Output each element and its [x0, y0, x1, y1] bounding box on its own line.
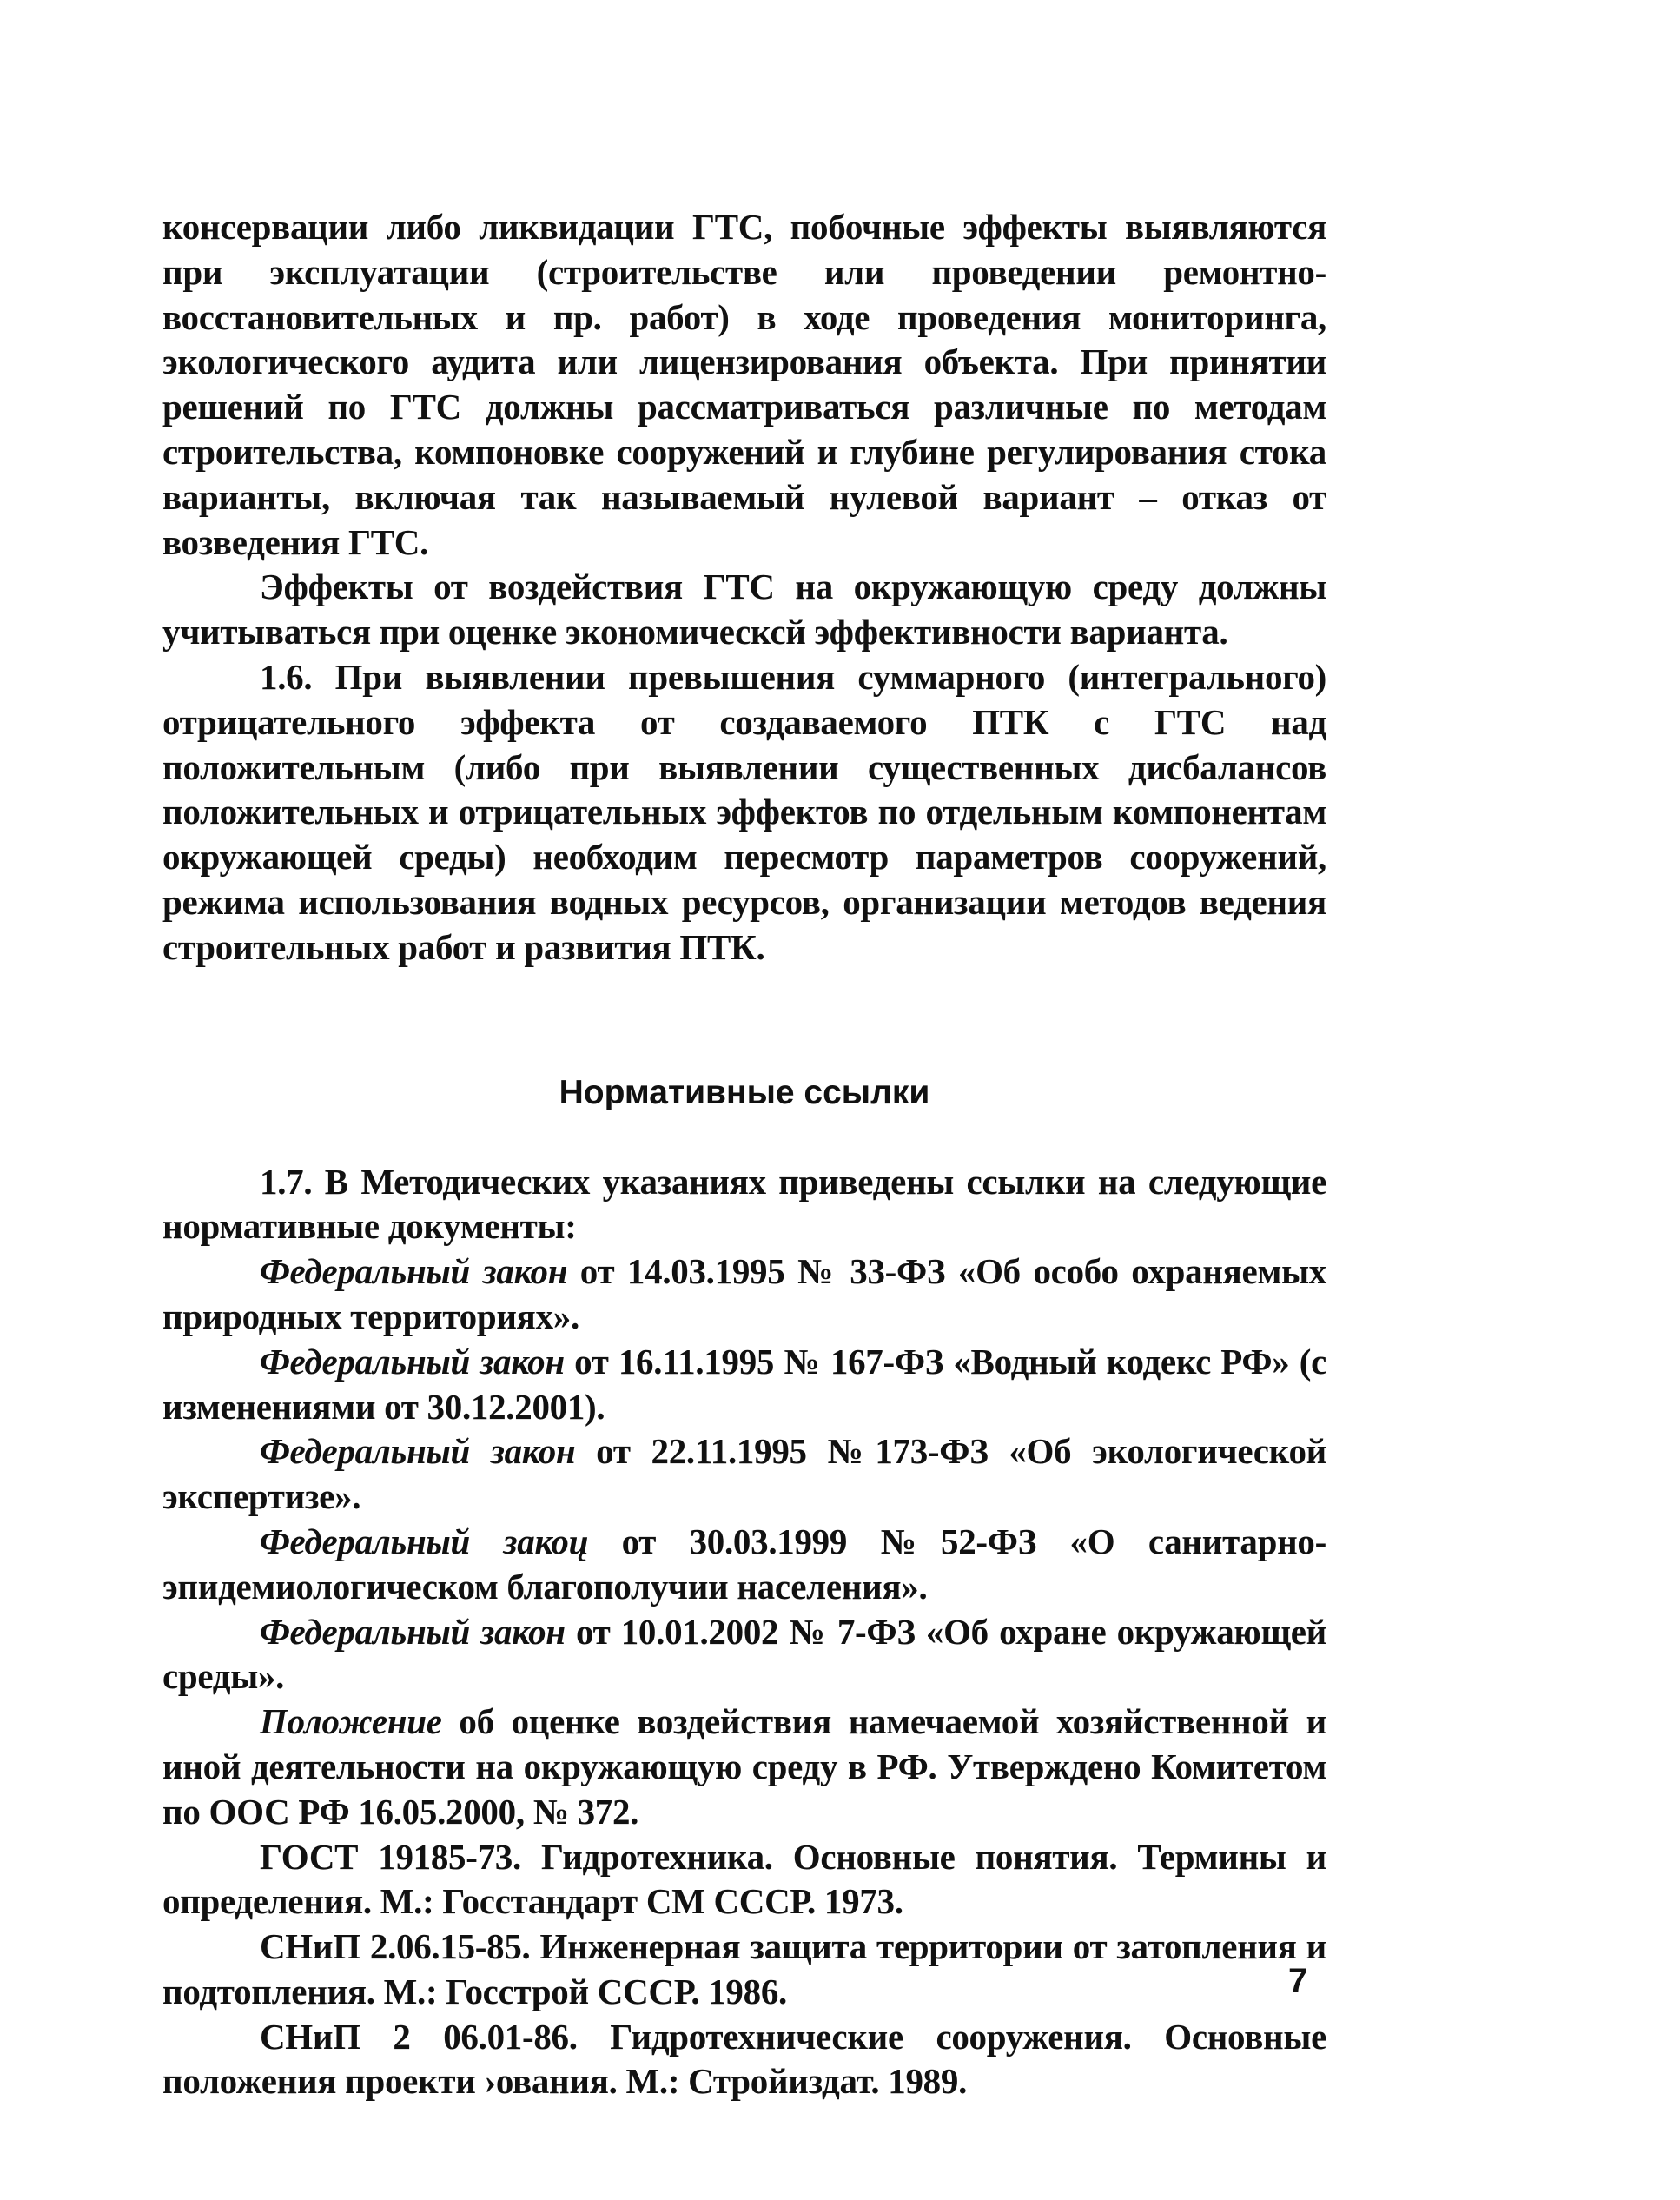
reference-item	[162, 1520, 1326, 1610]
reference-text: от 22.11.1995 №173-ФЗ «Об экологической экспертизе».	[162, 1431, 1326, 1517]
reference-text: СНиП 2.06.15-85. Инженерная защита территории от затопления и подтопления. М.: Госстрой СССР. 1986.	[162, 1926, 1326, 2011]
paragraph-continuation: консервации либо ликвидации ГТС, побочные эффекты выявляются при эксплуатации (строительстве или проведении ремонтно-восстановительных и пр. работ) в ходе проведения мониторинга, экологического аудита или лицензирования объекта. При принятии решений по ГТС должны рассматриваться различные по методам строительства, компоновке сооружений и глубине регулирования стока варианты, включая так называемый нулевой вариант – отказ от возведения ГТС.	[162, 207, 1326, 562]
reference-item	[162, 1925, 1326, 2015]
paragraph-text: При выявлении превышения суммарного (интегрального) отрицательного эффекта от создаваемого ПТК с ГТС над положительным (либо при выявлении существенных дисбалансов положительных и отрицательных эффектов по отдельным компонентам окружающей среды) необходим пересмотр параметров сооружений, режима использования водных ресурсов, организации методов ведения строительных работ и развития ПТК.	[162, 656, 1326, 967]
reference-text: ГОСТ 19185-73. Гидротехника. Основные понятия. Термины и определения. М.: Госстандарт СМ СССР. 1973.	[162, 1836, 1326, 1922]
reference-text: от 30.03.1999 №52-ФЗ «О санитарно-эпидемиологическом благополучии населения».	[162, 1521, 1326, 1607]
reference-text: от 10.01.2002 № 7-ФЗ «Об охране окружающей среды».	[162, 1611, 1326, 1697]
paragraph-number: 1.7.	[260, 1161, 313, 1202]
paragraph-1-7	[162, 1160, 1326, 1250]
paragraph-text: В Методических указаниях приведены ссылки на следующие нормативные документы:	[162, 1161, 1326, 1247]
reference-text: от 14.03.1995 № 33-ФЗ «Об особо охраняемых природных территориях».	[162, 1251, 1326, 1336]
reference-type: Федеральный закон	[260, 1341, 565, 1382]
reference-text: об оценке воздействия намечаемой хозяйственной и иной деятельности на окружающую среду в РФ. Утверждено Комитетом по ООС РФ 16.05.2000, № 372.	[162, 1701, 1326, 1832]
paragraph-effects: Эффекты от воздействия ГТС на окружающую среду должны учитываться при оценке экономическсй эффективности варианта.	[162, 567, 1326, 653]
reference-type: Федеральный закон	[260, 1611, 566, 1652]
reference-type: Федеральный закон	[260, 1251, 568, 1292]
reference-item	[162, 1610, 1326, 1700]
reference-text: СНиП 2 06.01-86. Гидротехнические сооружения. Основные положения проекти ›ования. М.: Стройиздат. 1989.	[162, 2016, 1326, 2102]
page-number: 7	[1288, 1962, 1308, 2000]
paragraph-1-6	[162, 655, 1326, 971]
section-heading: Нормативные ссылки	[559, 1073, 930, 1111]
reference-text: от 16.11.1995 № 167-ФЗ «Водный кодекс РФ» (с изменениями от 30.12.2001).	[162, 1341, 1326, 1427]
reference-item	[162, 1835, 1326, 1925]
reference-item	[162, 1340, 1326, 1430]
reference-item	[162, 1700, 1326, 1834]
reference-type: Федеральный закоų	[260, 1521, 589, 1561]
reference-item	[162, 1429, 1326, 1520]
reference-type: Положение	[260, 1701, 442, 1742]
paragraph-number: 1.6.	[260, 656, 313, 697]
reference-item	[162, 1249, 1326, 1340]
reference-item	[162, 2015, 1326, 2105]
document-page	[162, 205, 1326, 2104]
reference-type: Федеральный закон	[260, 1431, 576, 1472]
